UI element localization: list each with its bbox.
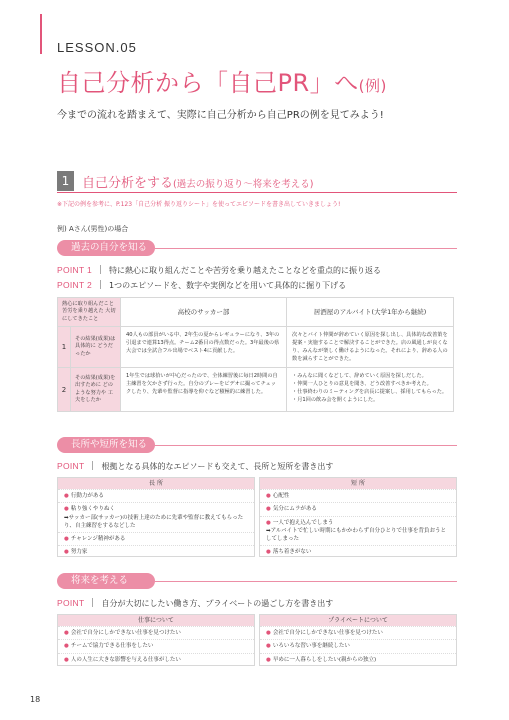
section-number: 1 (57, 171, 74, 191)
page-number: 18 (30, 695, 41, 704)
list-item: ● 心配性 (260, 489, 456, 502)
strengths-point-text: 根拠となる具体的なエピソードも交えて、長所と短所を書き出す (101, 462, 334, 471)
list-item: ● 会社で自分にしかできない仕事を見つけたい (58, 626, 254, 639)
example-label: 例) Aさん(男性)の場合 (57, 225, 129, 233)
point-divider (100, 280, 101, 289)
pros-box (57, 477, 255, 557)
bullet-dot-icon: ● (266, 506, 271, 513)
past-heading: 過去の自分を知る (57, 240, 155, 256)
future-point (57, 598, 333, 609)
past-point-2-label: POINT 2 (57, 280, 93, 290)
section-note: ※下記の例を参考に、P.123「自己分析 振り返りシート」を使ってエピソードを書き出していきましょう! (57, 201, 341, 208)
point-divider (92, 598, 93, 607)
table-row-number: 2 (58, 368, 71, 412)
strengths-point-label: POINT (57, 461, 85, 471)
future-point-label: POINT (57, 598, 85, 608)
strengths-heading-rule (155, 445, 457, 446)
lesson-label: LESSON.05 (57, 40, 137, 55)
section-title-sub: (過去の振り返り〜将来を考える) (173, 179, 314, 190)
future-heading-rule (155, 581, 457, 582)
future-point-text: 自分が大切にしたい働き方、プライベートの過ごし方を書き出す (101, 599, 334, 608)
header-accent-rule (40, 14, 42, 54)
bullet-dot-icon: ● (266, 656, 271, 663)
table-row-number: 1 (58, 326, 71, 367)
list-item: ● 早めに一人暮らしをしたい(親からの独立) (260, 653, 456, 666)
pros-heading: 長 所 (58, 478, 254, 489)
list-item: ● 一人で抱え込んでしまう ➡アルバイトで忙しい時期にもかかわらず自分ひとりで仕事を背負おうとしてしまった (260, 516, 456, 546)
bullet-dot-icon: ● (64, 630, 69, 636)
bullet-dot-icon: ● (266, 549, 271, 556)
past-point-1-label: POINT 1 (57, 265, 93, 275)
bullet-dot-icon: ● (64, 493, 69, 499)
page-title (57, 63, 387, 98)
list-item: ● 落ち着きがない (260, 545, 456, 558)
table-row-question: その結果(成果)を 出すために どのような努力や 工夫をしたか (71, 368, 121, 412)
bullet-dot-icon: ● (64, 549, 69, 556)
section-title (82, 172, 313, 191)
cons-box (259, 477, 457, 557)
table-cell: 40人もの部員がいる中、2年生の夏からレギュラーになり、3年の引退まで連算13得点。チーム2番目の得点数だった。3年最後の県大会では全試合フル出場でベスト4に貢献した。 (121, 326, 287, 367)
bullet-dot-icon: ● (64, 536, 69, 542)
future-heading: 将来を考える (57, 573, 155, 589)
point-divider (92, 461, 93, 470)
list-item: ● いろいろな習い事を継続したい (260, 639, 456, 652)
table-col-header-parttime: 居酒屋のアルバイト(大学1年から継続) (287, 298, 454, 327)
list-item: ● 気分にムラがある (260, 502, 456, 515)
bullet-dot-icon: ● (64, 643, 69, 650)
past-point-2 (57, 280, 346, 291)
list-item: ● 粘り強くやりぬく ➡サッカー部(サッカー)の技術上達のために先輩や監督に教えてもらったり、自主練習をするなどした (58, 502, 254, 532)
table-cell: 1年生では球拾いが中心だったので、全体練習後に毎日2時間の自主練習を欠かさず行った。自分のプレーをビデオに撮ってチェックしたり、先輩や監督に指導を仰ぐなど積極的に練習した。 (121, 368, 287, 412)
work-box (57, 614, 255, 666)
cons-heading: 短 所 (260, 478, 456, 489)
page-title-sub: (例) (358, 77, 387, 95)
page-title-main: 自己分析から「自己PR」へ (57, 69, 359, 97)
page-subtitle: 今までの流れを踏まえて、実際に自己分析から自己PRの例を見てみよう! (57, 110, 384, 121)
past-point-2-text: 1つのエピソードを、数字や実例などを用いて具体的に掘り下げる (109, 281, 347, 290)
table-corner-header: 熱心に取り組んだこと 苦労を乗り越えた 大切にしてきたこと (58, 298, 121, 327)
list-item: ● チームで協力できる仕事をしたい (58, 639, 254, 652)
list-item: ● 会社で自分にしかできない仕事を見つけたい (260, 626, 456, 639)
bullet-dot-icon: ● (266, 493, 271, 499)
past-table (57, 297, 454, 412)
table-cell: ・みんなに聞くなどして、辞めていく原因を探しだした。 ・仲間一人ひとりの意見を聞き、どう改善すべきか考えた。 ・仕事終わりのミーティングを店長に提案し、採用してもらった。 ・月1回の飲み会を開くようにした。 (287, 368, 454, 412)
strengths-point (57, 461, 333, 472)
bullet-dot-icon: ● (266, 630, 271, 636)
private-heading: プライベートについて (260, 615, 456, 626)
work-heading: 仕事について (58, 615, 254, 626)
list-item: ● 人の人生に大きな影響を与える仕事がしたい (58, 653, 254, 666)
section-title-main: 自己分析をする (82, 176, 174, 191)
table-col-header-soccer: 高校のサッカー部 (121, 298, 287, 327)
past-heading-rule (155, 248, 457, 249)
table-row-question: その結果(成果)は 具体的に どうだったか (71, 326, 121, 367)
list-item: ● 行動力がある (58, 489, 254, 502)
private-box (259, 614, 457, 666)
table-cell: 次々とバイト仲間が辞めていく原因を探し出し、具体的な改善策を提案・実施することで解決することができた。店の風通しが良くなり、みんなが楽しく働けるようになった。それにより、辞める人の数を減らすことができた。 (287, 326, 454, 367)
list-item: ● 努力家 (58, 545, 254, 558)
bullet-dot-icon: ● (64, 506, 69, 513)
bullet-dot-icon: ● (64, 656, 69, 663)
bullet-dot-icon: ● (266, 643, 271, 650)
strengths-heading: 長所や短所を知る (57, 437, 155, 453)
bullet-dot-icon: ● (266, 519, 271, 526)
point-divider (100, 265, 101, 274)
past-point-1-text: 特に熱心に取り組んだことや苦労を乗り越えたことなどを重点的に振り返る (109, 266, 382, 275)
list-item: ● チャレンジ精神がある (58, 532, 254, 545)
past-point-1 (57, 265, 381, 276)
